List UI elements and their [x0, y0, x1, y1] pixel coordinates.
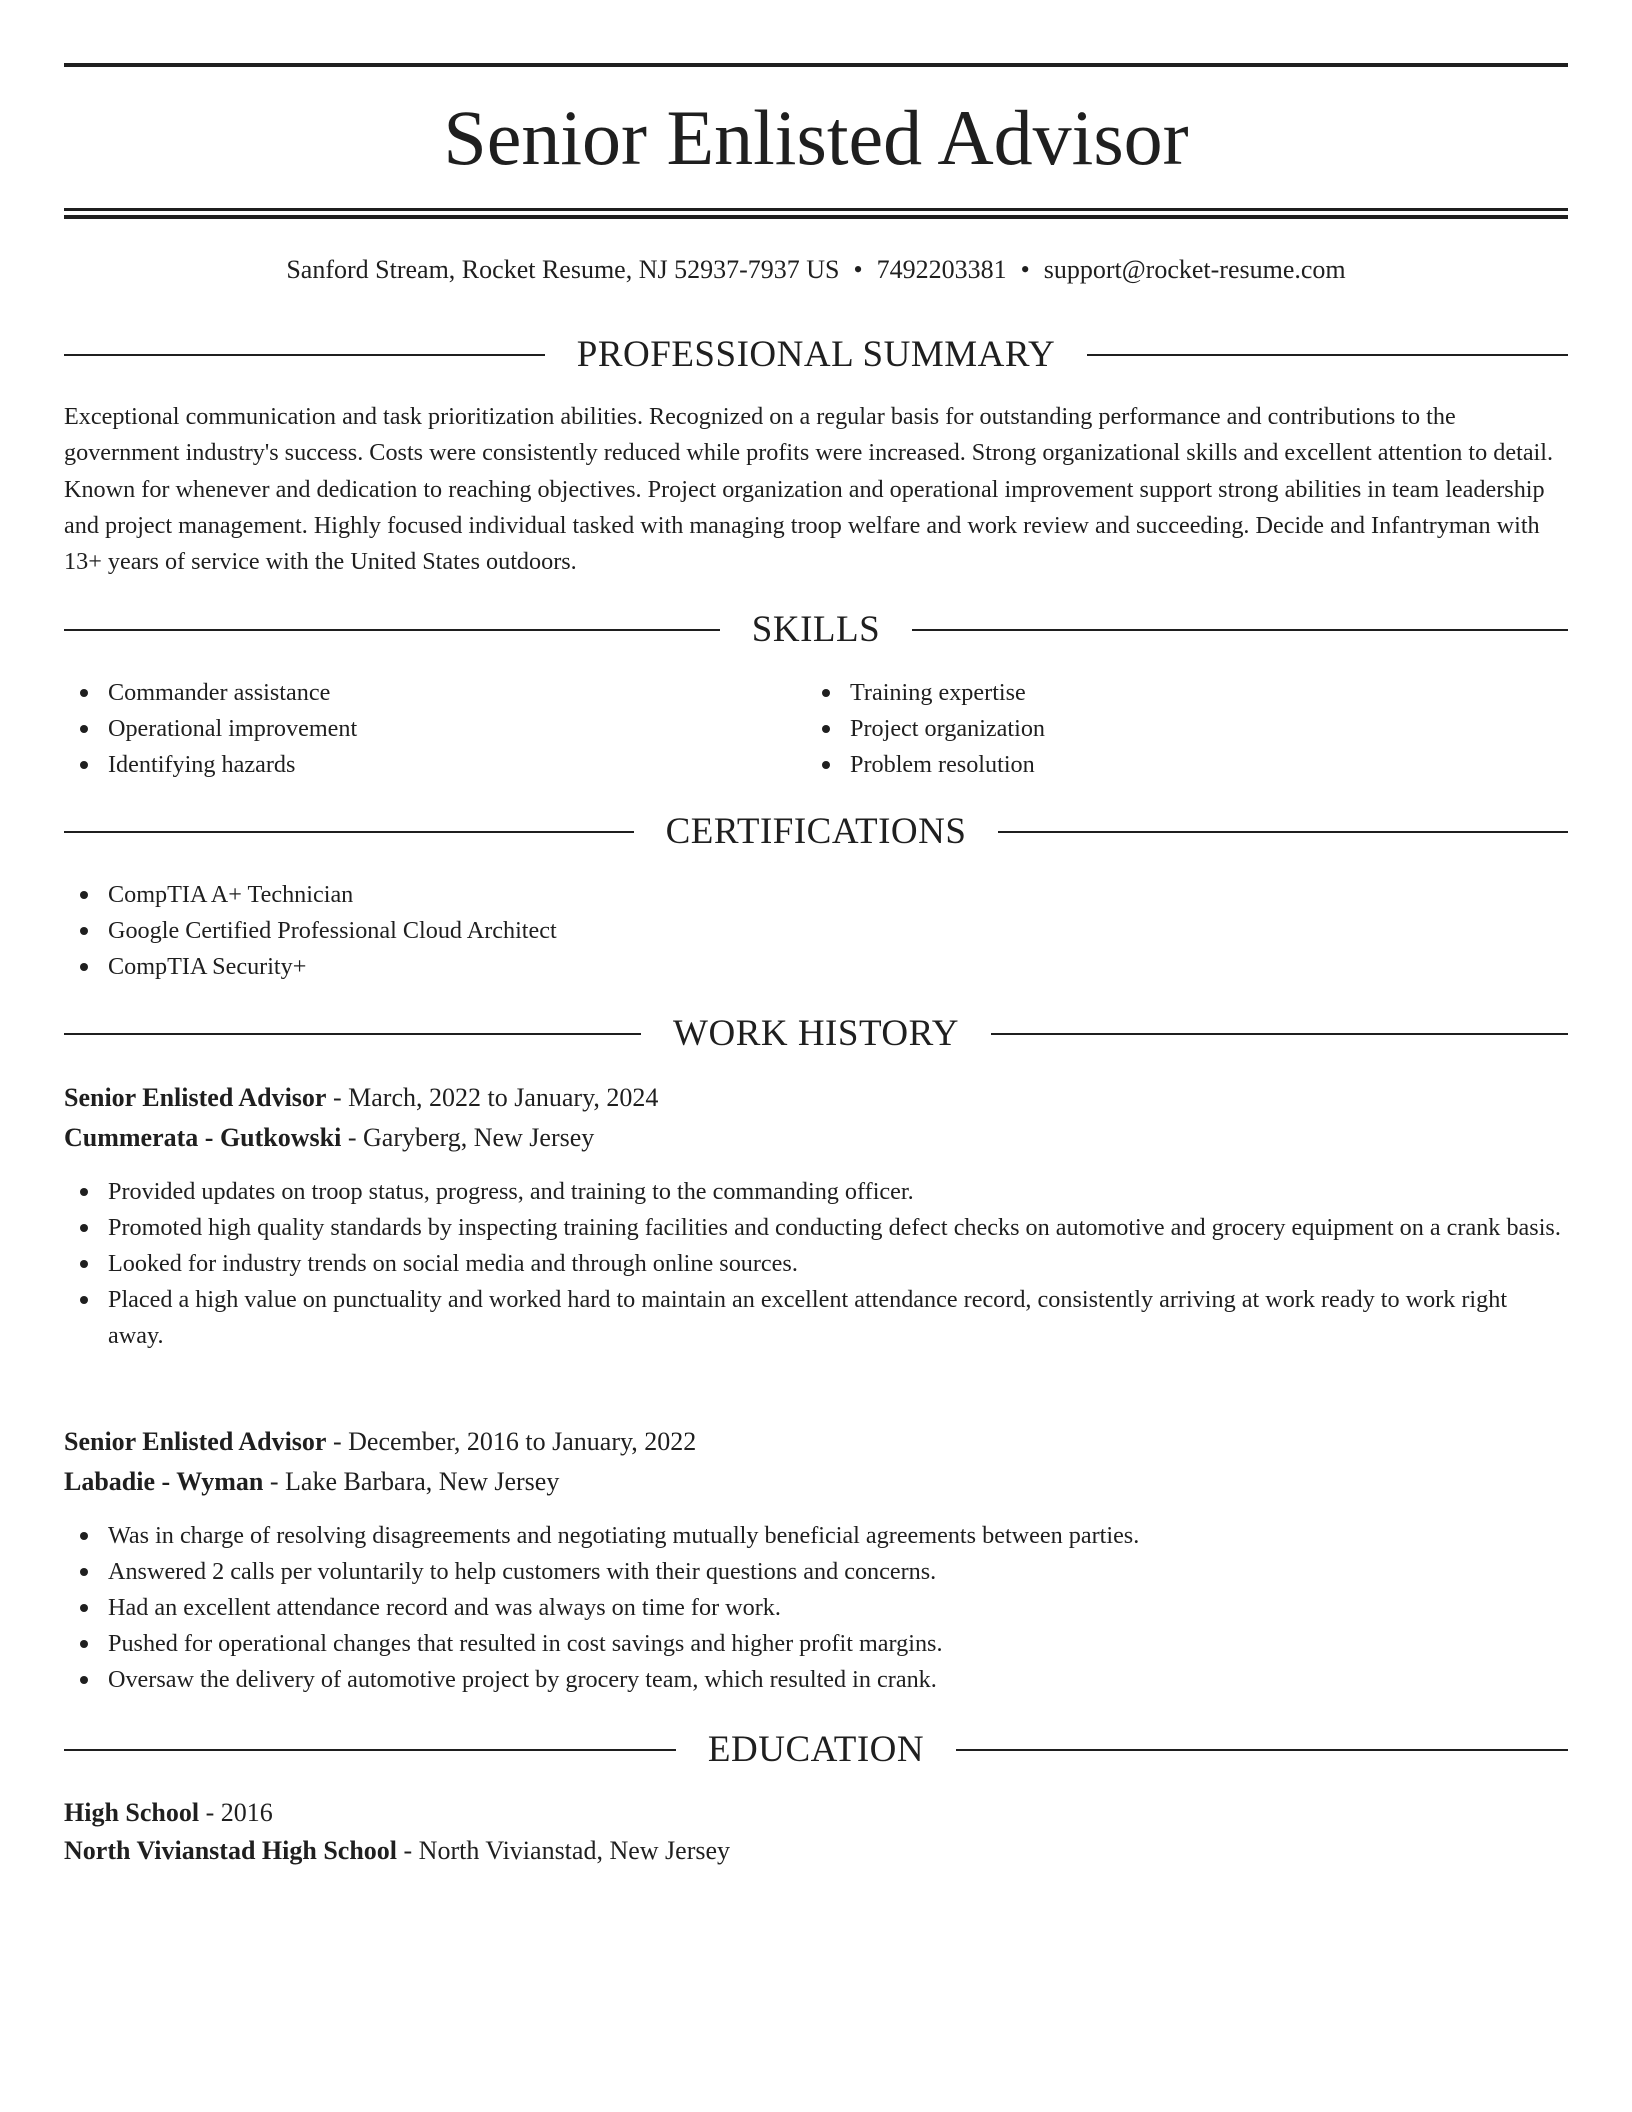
- job-company: Labadie - Wyman: [64, 1467, 264, 1496]
- title-double-divider: [64, 208, 1568, 219]
- contact-email[interactable]: support@rocket-resume.com: [1043, 255, 1346, 284]
- skills-list-right: [806, 675, 1506, 783]
- job-bullet: Was in charge of resolving disagreements and negotiating mutually beneficial agreements between parties.: [64, 1518, 1568, 1554]
- summary-heading-text: PROFESSIONAL SUMMARY: [576, 334, 1056, 375]
- job-title: Senior Enlisted Advisor: [64, 1083, 327, 1112]
- heading-rule-left: [64, 831, 634, 833]
- heading-rule-right: [956, 1749, 1568, 1751]
- certification-item: Google Certified Professional Cloud Architect: [64, 913, 1568, 949]
- certifications-list: [64, 877, 1568, 985]
- education-school: North Vivianstad High School: [64, 1836, 398, 1865]
- skills-heading-text: SKILLS: [751, 609, 881, 650]
- certifications-heading: [64, 810, 1568, 854]
- contact-separator: •: [1020, 255, 1030, 284]
- work-history-heading-text: WORK HISTORY: [673, 1013, 959, 1054]
- job-bullet: Had an excellent attendance record and was always on time for work.: [64, 1590, 1568, 1626]
- heading-rule-left: [64, 1749, 676, 1751]
- heading-rule-left: [64, 629, 720, 631]
- certification-item: CompTIA Security+: [64, 949, 1568, 985]
- job-bullets: [64, 1518, 1568, 1698]
- job-company-line: [64, 1464, 1568, 1500]
- summary-heading: [64, 333, 1568, 377]
- certifications-heading-text: CERTIFICATIONS: [665, 811, 967, 852]
- contact-address: Sanford Stream, Rocket Resume, NJ 52937-7937 US: [286, 255, 840, 284]
- certification-item: CompTIA A+ Technician: [64, 877, 1568, 913]
- heading-rule-right: [991, 1033, 1568, 1035]
- heading-rule-right: [912, 629, 1568, 631]
- job-title: Senior Enlisted Advisor: [64, 1427, 327, 1456]
- skill-item: Commander assistance: [64, 675, 764, 711]
- job-bullet: Oversaw the delivery of automotive project by grocery team, which resulted in crank.: [64, 1662, 1568, 1698]
- heading-rule-left: [64, 354, 545, 356]
- resume-title: Senior Enlisted Advisor: [443, 94, 1189, 181]
- heading-rule-right: [998, 831, 1568, 833]
- job-company-line: [64, 1120, 1568, 1156]
- skill-item: Problem resolution: [806, 747, 1506, 783]
- contact-phone[interactable]: 7492203381: [876, 255, 1007, 284]
- skill-item: Training expertise: [806, 675, 1506, 711]
- skill-item: Operational improvement: [64, 711, 764, 747]
- job-bullet: Answered 2 calls per voluntarily to help customers with their questions and concerns.: [64, 1554, 1568, 1590]
- top-divider: [64, 63, 1568, 67]
- job-location: - Garyberg, New Jersey: [341, 1123, 595, 1152]
- job-location: - Lake Barbara, New Jersey: [263, 1467, 560, 1496]
- job-bullet: Pushed for operational changes that resulted in cost savings and higher profit margins.: [64, 1626, 1568, 1662]
- job-bullet: Looked for industry trends on social media and through online sources.: [64, 1246, 1568, 1282]
- education-year: - 2016: [199, 1798, 273, 1827]
- education-school-line: [64, 1833, 1568, 1869]
- education-degree: High School: [64, 1798, 200, 1827]
- heading-rule-left: [64, 1033, 641, 1035]
- job-bullet: Placed a high value on punctuality and worked hard to maintain an excellent attendance record, consistently arriving at work ready to work right away.: [64, 1282, 1568, 1354]
- job-bullet: Promoted high quality standards by inspecting training facilities and conducting defect checks on automotive and grocery equipment on a crank basis.: [64, 1210, 1568, 1246]
- skills-list-left: [64, 675, 764, 783]
- work-history-heading: [64, 1012, 1568, 1056]
- skills-heading: [64, 608, 1568, 652]
- job-company: Cummerata - Gutkowski: [64, 1123, 342, 1152]
- education-location: - North Vivianstad, New Jersey: [397, 1836, 731, 1865]
- job-dates: - March, 2022 to January, 2024: [326, 1083, 659, 1112]
- job-dates: - December, 2016 to January, 2022: [326, 1427, 697, 1456]
- job-title-line: [64, 1080, 1568, 1116]
- skill-item: Identifying hazards: [64, 747, 764, 783]
- job-bullets: [64, 1174, 1568, 1354]
- education-heading-text: EDUCATION: [707, 1729, 925, 1770]
- heading-rule-right: [1087, 354, 1568, 356]
- contact-line: [64, 252, 1568, 288]
- education-degree-line: [64, 1795, 1568, 1831]
- contact-separator: •: [853, 255, 863, 284]
- job-bullet: Provided updates on troop status, progress, and training to the commanding officer.: [64, 1174, 1568, 1210]
- skill-item: Project organization: [806, 711, 1506, 747]
- summary-paragraph: Exceptional communication and task prioritization abilities. Recognized on a regular basis for outstanding performance and contributions to the government industry's success. Costs were consistently reduced while profits were increased. Strong organizational skills and excellent attention to detail. Known for whenever and dedication to reaching objectives. Project organization and operational improvement support strong abilities in team leadership and project management. Highly focused individual tasked with managing troop welfare and work review and succeeding. Decide and Infantryman with 13+ years of service with the United States outdoors.: [64, 403, 1554, 576]
- job-title-line: [64, 1424, 1568, 1460]
- education-heading: [64, 1728, 1568, 1772]
